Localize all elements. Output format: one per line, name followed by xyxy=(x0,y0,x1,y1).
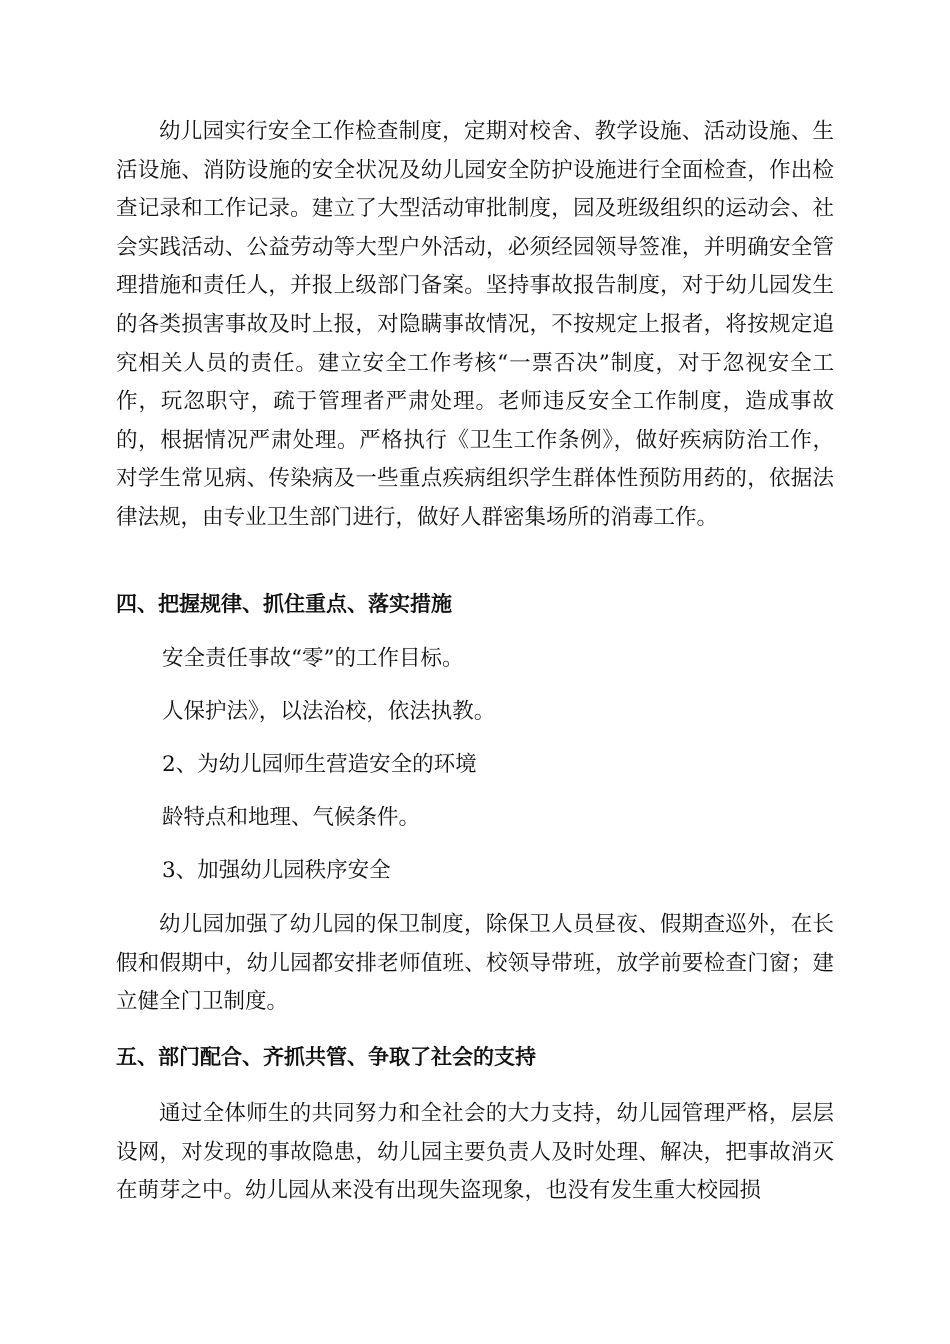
text-line-age-climate: 龄特点和地理、气候条件。 xyxy=(162,805,421,830)
paragraph-security-system: 幼儿园加强了幼儿园的保卫制度，除保卫人员昼夜、假期查巡外，在长假和假期中，幼儿园都安排老师值班、校领导带班，放学前要检查门窗；建立健全门卫制度。 xyxy=(116,912,834,1015)
subheading-order-safety: 3、加强幼儿园秩序安全 xyxy=(162,858,391,883)
text-line-rule-of-law: 人保护法》，以法治校，依法执教。 xyxy=(162,699,496,724)
paragraph-safety-inspection: 幼儿园实行安全工作检查制度，定期对校舍、教学设施、活动设施、生活设施、消防设施的安全状况及幼儿园安全防护设施进行全面检查，作出检查记录和工作记录。建立了大型活动审批制度，园及班级组织的运动会、社会实践活动、公益劳动等大型户外活动，必须经园领导签准，并明确安全管理措施和责任人，并报上级部门备案。坚持事故报告制度，对于幼儿园发生的各类损害事故及时上报，对隐瞒事故情况，不按规定上报者，将按规定追究相关人员的责任。建立安全工作考核“一票否决”制度，对于忽视安全工作，玩忽职守，疏于管理者严肃处理。老师违反安全工作制度，造成事故的，根据情况严肃处理。严格执行《卫生工作条例》，做好疾病防治工作，对学生常见病、传染病及一些重点疾病组织学生群体性预防用药的，依据法律法规，由专业卫生部门进行，做好人群密集场所的消毒工作。 xyxy=(116,119,834,530)
paragraph-social-support: 通过全体师生的共同努力和全社会的大力支持，幼儿园管理严格，层层设网，对发现的事故隐患，幼儿园主要负责人及时处理、解决，把事故消灭在萌芽之中。幼儿园从来没有出现失盗现象，也没有发生重大校园损 xyxy=(116,1101,834,1204)
section-heading-five: 五、部门配合、齐抓共管、争取了社会的支持 xyxy=(116,1045,536,1069)
subheading-safe-environment: 2、为幼儿园师生营造安全的环境 xyxy=(162,752,477,777)
text-line-zero-accident-goal: 安全责任事故“零”的工作目标。 xyxy=(162,646,464,671)
section-heading-four: 四、把握规律、抓住重点、落实措施 xyxy=(116,592,452,616)
